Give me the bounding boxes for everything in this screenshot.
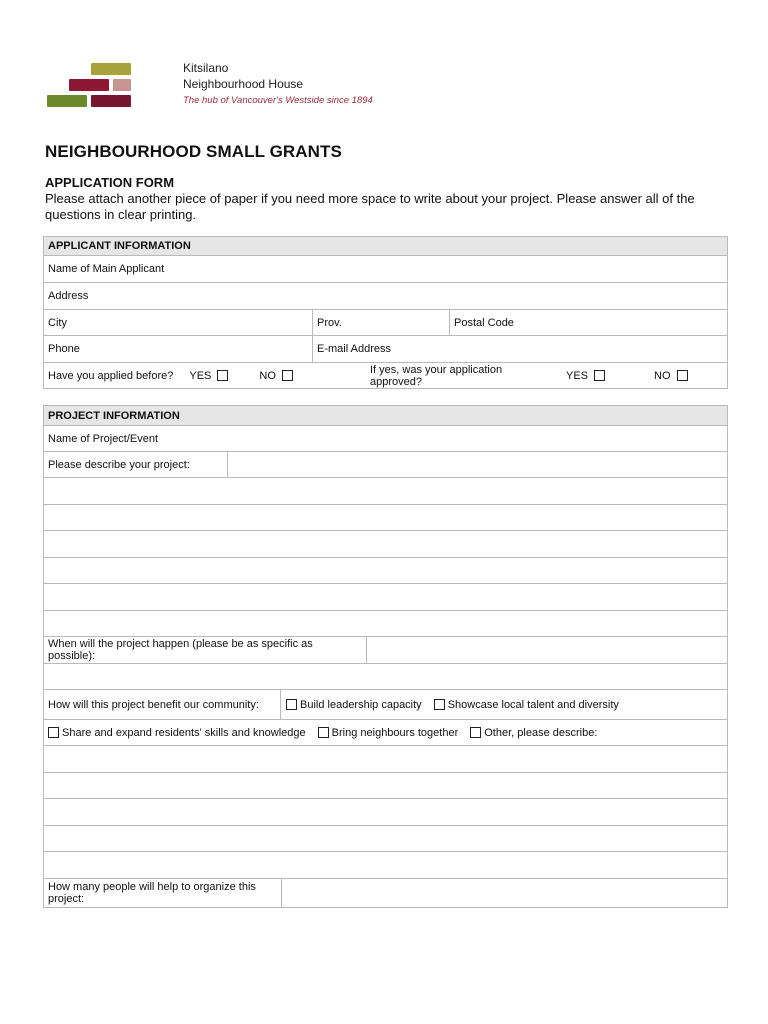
- benefit-line-1-field[interactable]: [44, 746, 728, 772]
- other-checkbox[interactable]: [470, 727, 481, 738]
- applied-before-yes-label: YES: [189, 369, 212, 382]
- community-benefit-options-2: [44, 720, 728, 745]
- benefit-line-1: [44, 746, 728, 773]
- project-description-field[interactable]: [228, 452, 728, 477]
- skills-option: [48, 727, 306, 739]
- logo-brick-maroon-1: [69, 79, 109, 91]
- community-benefit-label: How will this project benefit our community:: [48, 698, 259, 711]
- timing-line-2: [44, 664, 728, 690]
- leadership-option: [286, 699, 422, 711]
- province-field[interactable]: [313, 310, 450, 335]
- project-description-label-cell: [44, 452, 228, 477]
- benefit-line-4-field[interactable]: [44, 826, 728, 851]
- together-checkbox[interactable]: [318, 727, 329, 738]
- applied-before-yes-option: [189, 370, 231, 382]
- benefit-line-3-field[interactable]: [44, 799, 728, 825]
- organizers-label: How many people will help to organize this project:: [48, 881, 256, 905]
- benefit-line-4: [44, 826, 728, 852]
- postal-code-field[interactable]: [450, 310, 728, 335]
- description-line-2-field[interactable]: [44, 505, 728, 530]
- form-instructions: Please attach another piece of paper if you need more space to write about your project. Please answer all of the questions in clear printing.: [45, 191, 695, 222]
- address-label: Address: [48, 290, 89, 302]
- city-field[interactable]: [44, 310, 313, 335]
- description-line-6: [44, 611, 728, 637]
- email-label: E-mail Address: [317, 343, 391, 355]
- other-option-label: Other, please describe:: [484, 726, 598, 739]
- approved-no-label: NO: [654, 369, 671, 382]
- description-line-5: [44, 584, 728, 611]
- talent-option: [434, 699, 619, 711]
- organizers-label-cell: [44, 879, 282, 907]
- benefit-line-3: [44, 799, 728, 826]
- logo-brick-maroon-2: [91, 95, 131, 107]
- description-line-3-field[interactable]: [44, 531, 728, 557]
- applied-before-cell: [44, 363, 313, 388]
- project-name-label: Name of Project/Event: [48, 432, 159, 445]
- address-field[interactable]: [44, 283, 728, 309]
- approved-no-option: [654, 370, 691, 382]
- document-title: NEIGHBOURHOOD SMALL GRANTS: [45, 142, 342, 161]
- applied-before-no-checkbox[interactable]: [282, 370, 293, 381]
- description-line-1-field[interactable]: [44, 478, 728, 504]
- logo-line-1: Kitsilano: [183, 61, 229, 75]
- talent-option-label: Showcase local talent and diversity: [447, 698, 619, 711]
- logo-brick-green: [47, 95, 87, 107]
- together-option: [318, 727, 459, 739]
- applied-before-yes-checkbox[interactable]: [217, 370, 228, 381]
- city-label: City: [48, 316, 67, 329]
- project-timing-field[interactable]: [367, 637, 728, 663]
- benefit-line-2-field[interactable]: [44, 773, 728, 798]
- applicant-information-table: [43, 236, 728, 389]
- benefit-line-5: [44, 852, 728, 879]
- postal-code-label: Postal Code: [454, 316, 514, 329]
- phone-email-row: [44, 336, 728, 363]
- project-timing-row: [44, 637, 728, 664]
- description-line-5-field[interactable]: [44, 584, 728, 610]
- applied-before-label: Have you applied before?: [48, 369, 174, 382]
- leadership-option-label: Build leadership capacity: [300, 698, 422, 711]
- applied-before-no-option: [259, 370, 296, 382]
- applied-before-row: [44, 363, 728, 389]
- leadership-checkbox[interactable]: [286, 699, 297, 710]
- city-prov-postal-row: [44, 310, 728, 336]
- description-line-4: [44, 558, 728, 584]
- form-heading: APPLICATION FORM: [45, 175, 175, 190]
- logo-brick-olive: [91, 63, 131, 75]
- organization-logo: [47, 56, 373, 112]
- description-line-6-field[interactable]: [44, 611, 728, 636]
- project-name-row: [44, 426, 728, 452]
- community-benefit-label-cell: [44, 690, 281, 719]
- organizers-field[interactable]: [282, 879, 728, 907]
- project-description-label: Please describe your project:: [48, 458, 190, 471]
- applicant-section-header: APPLICANT INFORMATION: [44, 237, 728, 255]
- project-timing-label-cell: [44, 637, 367, 663]
- project-description-row: [44, 452, 728, 478]
- together-option-label: Bring neighbours together: [331, 726, 459, 739]
- benefit-line-2: [44, 773, 728, 799]
- address-row: [44, 283, 728, 310]
- description-line-1: [44, 478, 728, 505]
- logo-brick-rose: [113, 79, 131, 91]
- organizers-row: [44, 879, 728, 908]
- approved-cell: [313, 363, 728, 388]
- logo-line-2: Neighbourhood House: [183, 77, 304, 91]
- skills-option-label: Share and expand residents' skills and knowledge: [62, 726, 306, 739]
- talent-checkbox[interactable]: [434, 699, 445, 710]
- description-line-2: [44, 505, 728, 531]
- project-information-table: [43, 405, 728, 908]
- community-benefit-row-2: [44, 720, 728, 746]
- approved-no-checkbox[interactable]: [677, 370, 688, 381]
- timing-line-2-field[interactable]: [44, 664, 728, 689]
- other-option: [470, 727, 597, 739]
- logo-tagline: The hub of Vancouver's Westside since 1894: [183, 95, 373, 106]
- phone-field[interactable]: [44, 336, 313, 362]
- project-section-header: PROJECT INFORMATION: [44, 406, 728, 425]
- approved-yes-option: [566, 370, 608, 382]
- applied-before-no-label: NO: [259, 369, 276, 382]
- community-benefit-row: [44, 690, 728, 720]
- applicant-name-label: Name of Main Applicant: [48, 263, 165, 275]
- project-header-row: [44, 406, 728, 426]
- applicant-name-field[interactable]: [44, 256, 728, 282]
- skills-checkbox[interactable]: [48, 727, 59, 738]
- project-name-field[interactable]: [44, 426, 728, 451]
- benefit-line-5-field[interactable]: [44, 852, 728, 878]
- approved-yes-label: YES: [566, 369, 589, 382]
- community-benefit-options: [281, 690, 728, 719]
- approved-label: If yes, was your application approved?: [370, 363, 503, 388]
- phone-label: Phone: [48, 343, 80, 355]
- description-line-4-field[interactable]: [44, 558, 728, 583]
- province-label: Prov.: [317, 316, 342, 329]
- applicant-header-row: [44, 237, 728, 256]
- description-line-3: [44, 531, 728, 558]
- approved-yes-checkbox[interactable]: [594, 370, 605, 381]
- applicant-name-row: [44, 256, 728, 283]
- email-field[interactable]: [313, 336, 728, 362]
- project-timing-label: When will the project happen (please be as specific as possible):: [48, 638, 313, 662]
